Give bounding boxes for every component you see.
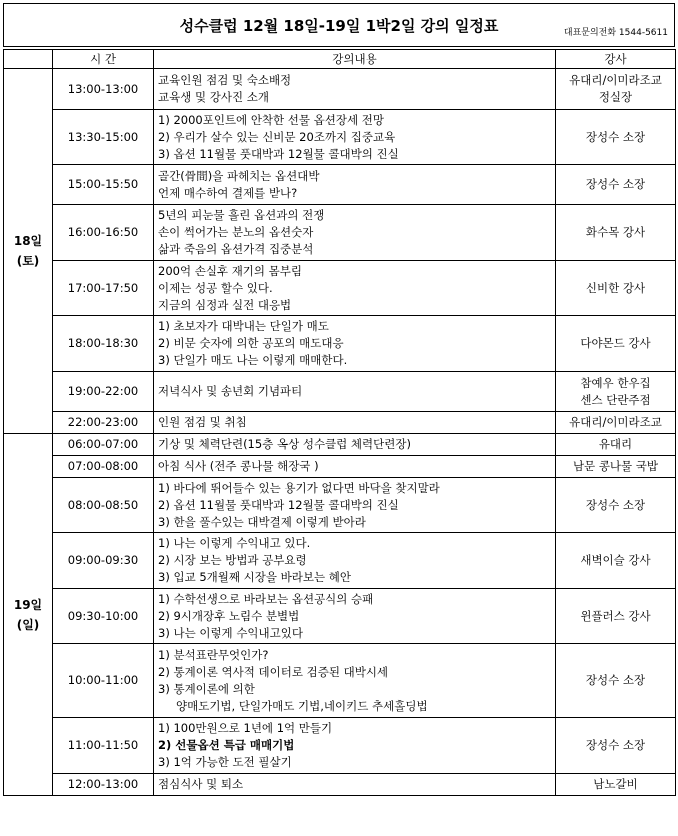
instructor-line: 참예우 한우집 [580, 375, 651, 390]
content-cell [154, 69, 556, 110]
instructor-line: 유대리/이미라조교 [569, 73, 662, 87]
content-cell [154, 412, 556, 434]
table-row [4, 205, 676, 261]
content-line: 기상 및 체력단련(15층 옥상 성수클럽 체력단련장) [158, 437, 411, 451]
content-line: 손이 썩어가는 분노의 옵션숫자 [158, 225, 314, 239]
day-label-line: 19일 [13, 597, 43, 612]
time-cell: 15:00-15:50 [53, 165, 154, 205]
content-cell [154, 718, 556, 774]
content-line: 3) 단일가 매도 나는 이렇게 매매한다. [158, 353, 348, 367]
content-line: 1) 초보자가 대박내는 단일가 매도 [158, 319, 329, 333]
day-label-line: 18일 [13, 234, 43, 248]
instructor-line: 장성수 소장 [585, 497, 646, 512]
table-row [4, 774, 676, 796]
table-row [4, 110, 676, 165]
instructor-line: 새벽이슬 강사 [580, 553, 651, 567]
schedule-page [1, 1, 677, 834]
content-cell [154, 456, 556, 478]
time-cell: 12:00-13:00 [53, 774, 154, 796]
instructor-cell [556, 205, 676, 261]
table-row [4, 644, 676, 718]
content-line: 교육생 및 강사진 소개 [158, 90, 269, 104]
content-line: 2) 옵션 11월물 풋대박과 12월물 콜대박의 진실 [158, 497, 399, 512]
content-line: 2) 통계이론 역사적 데이터로 검증된 대박시세 [158, 664, 389, 679]
schedule-body [4, 69, 676, 796]
day-header [4, 50, 53, 69]
instructor-cell [556, 412, 676, 434]
content-line: 3) 옵션 11월물 풋대박과 12월물 콜대박의 진실 [158, 146, 399, 161]
time-cell: 13:30-15:00 [53, 110, 154, 165]
content-cell [154, 774, 556, 796]
content-cell [154, 316, 556, 372]
content-cell [154, 165, 556, 205]
content-cell [154, 110, 556, 165]
instructor-line: 유대리/이미라조교 [569, 415, 662, 429]
table-row [4, 456, 676, 478]
instructor-line: 유대리 [598, 437, 633, 451]
content-line: 1) 2000포인트에 안착한 선물 옵션장세 전망 [158, 112, 384, 127]
content-line: 3) 한을 풀수있는 대박결제 이렇게 받아라 [158, 514, 366, 529]
content-line: 3) 입교 5개월째 시장을 바라보는 혜안 [158, 570, 351, 584]
content-line: 200억 손실후 재기의 몸부림 [158, 263, 303, 278]
instructor-cell [556, 69, 676, 110]
day-label [4, 434, 53, 796]
content-line: 1) 분석표란무엇인가? [158, 647, 269, 662]
time-cell: 13:00-13:00 [53, 69, 154, 110]
instructor-cell [556, 456, 676, 478]
content-line: 3) 1억 가능한 도전 필살기 [158, 755, 292, 769]
content-line: 2) 비문 숫자에 의한 공포의 매도대응 [158, 336, 344, 350]
content-line: 3) 나는 이렇게 수익내고있다 [158, 625, 303, 640]
content-cell [154, 533, 556, 589]
content-line: 점심식사 및 퇴소 [158, 777, 244, 791]
table-row [4, 372, 676, 412]
time-cell: 11:00-11:50 [53, 718, 154, 774]
day-label [4, 69, 53, 434]
content-line: 삶과 죽음의 옵션가격 집중분석 [158, 242, 314, 256]
instructor-cell [556, 718, 676, 774]
time-cell: 19:00-22:00 [53, 372, 154, 412]
instructor-cell [556, 261, 676, 316]
content-cell [154, 261, 556, 316]
time-cell: 09:30-10:00 [53, 589, 154, 644]
content-line: 2) 우리가 살수 있는 신비문 20조까지 집중교육 [158, 129, 396, 144]
instructor-line: 장성수 소장 [585, 129, 646, 144]
time-cell: 08:00-08:50 [53, 478, 154, 533]
content-cell [154, 644, 556, 718]
day-label-line: (일) [16, 617, 40, 632]
content-header: 강의내용 [154, 50, 556, 69]
page-title: 성수클럽 12월 18일-19일 1박2일 강의 일정표 [179, 17, 499, 35]
content-line: 1) 나는 이렇게 수익내고 있다. [158, 536, 311, 550]
content-line: 골간(骨間)을 파헤치는 옵션대박 [158, 168, 320, 183]
instructor-cell [556, 434, 676, 456]
instructor-cell [556, 372, 676, 412]
time-cell: 06:00-07:00 [53, 434, 154, 456]
contact-phone: 대표문의전화 1544-5611 [563, 28, 668, 38]
time-cell: 16:00-16:50 [53, 205, 154, 261]
content-cell [154, 589, 556, 644]
instructor-cell [556, 110, 676, 165]
content-line: 양매도기법, 단일가매도 기법,네이키드 추세홀딩법 [176, 698, 428, 713]
instructor-cell [556, 774, 676, 796]
instructor-line: 남노갈비 [593, 777, 638, 791]
time-cell: 10:00-11:00 [53, 644, 154, 718]
content-cell [154, 372, 556, 412]
content-line: 3) 통계이론에 의한 [158, 681, 255, 696]
content-line: 인원 점검 및 취침 [158, 415, 247, 429]
content-line: 2) 시장 보는 방법과 공부요령 [158, 553, 307, 567]
schedule-table [3, 49, 676, 796]
table-row [4, 165, 676, 205]
instructor-cell [556, 644, 676, 718]
table-row [4, 69, 676, 110]
instructor-line: 신비한 강사 [585, 280, 646, 295]
table-row [4, 261, 676, 316]
table-header-row [4, 50, 676, 69]
instructor-line: 장성수 소장 [585, 673, 646, 687]
time-cell: 18:00-18:30 [53, 316, 154, 372]
table-row [4, 478, 676, 533]
instructor-line: 윈플러스 강사 [580, 608, 651, 623]
content-line: 1) 100만원으로 1년에 1억 만들기 [158, 721, 333, 735]
instructor-cell [556, 589, 676, 644]
day-label-line: (토) [16, 254, 40, 268]
table-row [4, 718, 676, 774]
time-cell: 22:00-23:00 [53, 412, 154, 434]
instructor-line: 화수목 강사 [585, 225, 646, 239]
content-line: 이제는 성공 할수 있다. [158, 280, 273, 295]
content-line: 교육인원 점검 및 숙소배정 [158, 73, 292, 87]
content-line: 지금의 심정과 실전 대응법 [158, 297, 292, 312]
content-line: 1) 바다에 뛰어들수 있는 용기가 없다면 바닥을 찾지말라 [158, 480, 440, 495]
table-row [4, 589, 676, 644]
content-line: 언제 매수하여 결제를 받나? [158, 185, 298, 200]
content-cell [154, 434, 556, 456]
table-row [4, 533, 676, 589]
content-line: 1) 수학선생으로 바라보는 옵션공식의 승패 [158, 591, 374, 606]
instructor-cell [556, 478, 676, 533]
content-line: 아침 식사 (전주 콩나물 해장국 ) [158, 459, 319, 473]
instructor-line: 센스 단란주점 [580, 392, 651, 407]
content-line: 2) 9시개장후 노림수 분별법 [158, 608, 300, 623]
instructor-cell [556, 316, 676, 372]
content-cell [154, 478, 556, 533]
content-line: 2) 선물옵션 특급 매매기법 [158, 738, 295, 752]
instructor-cell [556, 165, 676, 205]
time-cell: 07:00-08:00 [53, 456, 154, 478]
time-cell: 17:00-17:50 [53, 261, 154, 316]
table-row [4, 412, 676, 434]
header-box [3, 3, 675, 47]
instructor-cell [556, 533, 676, 589]
instructor-line: 장성수 소장 [585, 177, 646, 191]
instructor-line: 장성수 소장 [585, 738, 646, 752]
content-line: 5년의 피눈물 흘린 옵션과의 전쟁 [158, 208, 325, 222]
content-cell [154, 205, 556, 261]
table-row [4, 316, 676, 372]
table-row [4, 434, 676, 456]
time-header: 시 간 [53, 50, 154, 69]
instructor-line: 다야몬드 강사 [580, 336, 651, 350]
instructor-line: 남문 콩나물 국밥 [572, 459, 659, 473]
instructor-header: 강사 [556, 50, 676, 69]
time-cell: 09:00-09:30 [53, 533, 154, 589]
content-line: 저녁식사 및 송년회 기념파티 [158, 384, 303, 398]
instructor-line: 정실장 [598, 90, 633, 104]
